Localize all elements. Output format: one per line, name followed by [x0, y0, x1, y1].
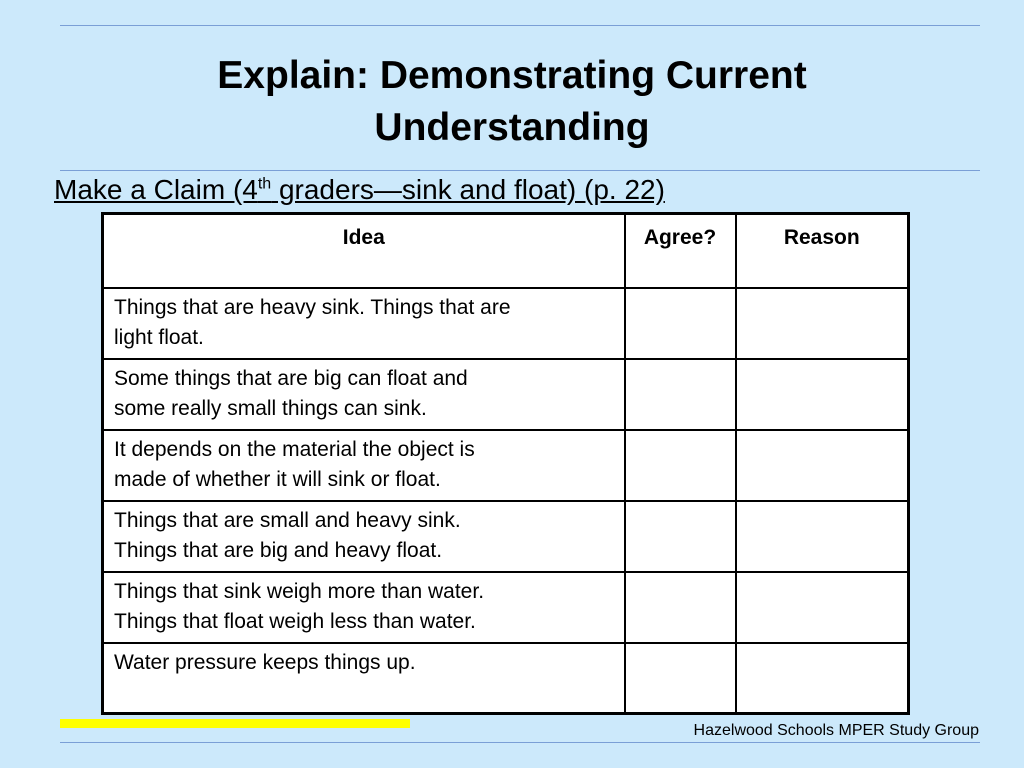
claim-prefix: Make a Claim (4 — [54, 174, 258, 205]
table-row — [103, 359, 909, 430]
idea-line: Water pressure keeps things up. — [114, 650, 416, 674]
slide-title-line2: Understanding — [374, 106, 650, 149]
table-row — [103, 572, 909, 643]
yellow-highlight-bar — [60, 719, 410, 728]
idea-line: Things that are small and heavy sink. — [114, 508, 461, 532]
footer-divider-line — [60, 742, 980, 743]
reason-cell[interactable] — [736, 643, 909, 714]
reason-cell[interactable] — [736, 501, 909, 572]
agree-cell[interactable] — [625, 643, 736, 714]
table-header-row — [103, 214, 909, 288]
agree-cell[interactable] — [625, 430, 736, 501]
table-row — [103, 288, 909, 359]
idea-cell — [103, 572, 625, 643]
idea-cell — [103, 501, 625, 572]
idea-line: Some things that are big can float and — [114, 366, 468, 390]
agree-cell[interactable] — [625, 359, 736, 430]
table-row — [103, 643, 909, 714]
agree-cell[interactable] — [625, 501, 736, 572]
idea-line: made of whether it will sink or float. — [114, 467, 441, 491]
reason-cell[interactable] — [736, 288, 909, 359]
idea-line: light float. — [114, 325, 204, 349]
idea-line: It depends on the material the object is — [114, 437, 475, 461]
agree-cell[interactable] — [625, 288, 736, 359]
reason-cell[interactable] — [736, 430, 909, 501]
header-idea: Idea — [103, 214, 625, 288]
top-divider-line — [60, 25, 980, 26]
reason-cell[interactable] — [736, 572, 909, 643]
idea-line: Things that sink weigh more than water. — [114, 579, 485, 603]
table-row — [103, 430, 909, 501]
idea-cell — [103, 359, 625, 430]
claim-superscript: th — [257, 175, 272, 193]
claim-subtitle — [54, 170, 665, 210]
reason-cell[interactable] — [736, 359, 909, 430]
idea-line: Things that float weigh less than water. — [114, 609, 476, 633]
idea-cell — [103, 288, 625, 359]
footer-text: Hazelwood Schools MPER Study Group — [693, 722, 979, 739]
header-agree: Agree? — [625, 214, 736, 288]
idea-cell — [103, 643, 625, 714]
slide-title-line1: Explain: Demonstrating Current — [217, 54, 807, 97]
agree-cell[interactable] — [625, 572, 736, 643]
claim-suffix: graders—sink and float) (p. 22) — [271, 174, 665, 205]
slide-title — [60, 50, 964, 154]
idea-cell — [103, 430, 625, 501]
claims-table — [101, 212, 910, 715]
idea-line: Things that are big and heavy float. — [114, 538, 443, 562]
header-reason: Reason — [736, 214, 909, 288]
idea-line: some really small things can sink. — [114, 396, 427, 420]
idea-line: Things that are heavy sink. Things that are — [114, 295, 511, 319]
table-row — [103, 501, 909, 572]
